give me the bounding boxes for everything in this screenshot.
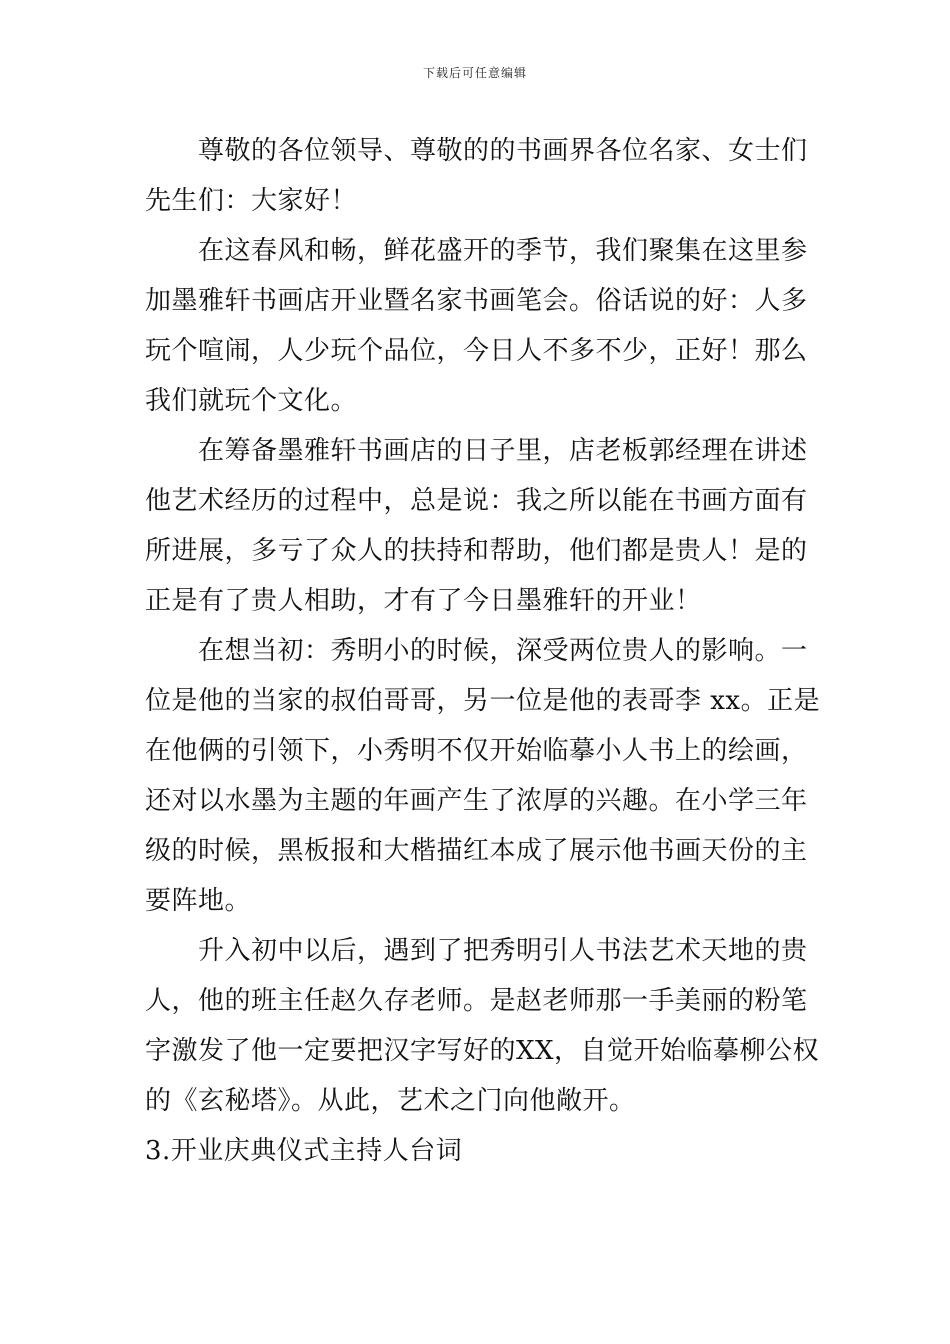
text-line: 的《玄秘塔》。从此，艺术之门向他敞开。 [145, 1086, 636, 1116]
text-line: 尊敬的各位领导、尊敬的的书画界各位名家、女士们 [198, 136, 808, 166]
text-line: 玩个喧闹，人少玩个品位，今日人不多不少，正好！那么 [145, 336, 808, 366]
text-line: 位是他的当家的叔伯哥哥，另一位是他的表哥李 xx。正是 [145, 686, 821, 716]
text-line: 在筹备墨雅轩书画店的日子里，店老板郭经理在讲述 [198, 436, 808, 466]
text-line: 升入初中以后，遇到了把秀明引人书法艺术天地的贵 [198, 936, 808, 966]
text-line: 人，他的班主任赵久存老师。是赵老师那一手美丽的粉笔 [145, 986, 808, 1016]
text-line: 他艺术经历的过程中，总是说：我之所以能在书画方面有 [145, 486, 808, 516]
text-line: 要阵地。 [145, 886, 252, 916]
text-line: 先生们：大家好！ [145, 186, 358, 216]
text-line: 我们就玩个文化。 [145, 386, 358, 416]
text-line: 正是有了贵人相助，才有了今日墨雅轩的开业！ [145, 586, 702, 616]
text-line: 还对以水墨为主题的年画产生了浓厚的兴趣。在小学三年 [145, 786, 808, 816]
text-line: 在这春风和畅，鲜花盛开的季节，我们聚集在这里参 [198, 236, 808, 266]
text-line: 字激发了他一定要把汉字写好的XX，自觉开始临摹柳公权 [145, 1036, 820, 1066]
page-header: 下载后可任意编辑 [422, 66, 527, 80]
document-body [145, 126, 821, 1176]
text-line: 在他俩的引领下，小秀明不仅开始临摹小人书上的绘画， [145, 736, 808, 766]
text-line: 在想当初：秀明小的时候，深受两位贵人的影响。一 [198, 636, 808, 666]
section-heading: 3.开业庆典仪式主持人台词 [145, 1136, 463, 1166]
text-line: 级的时候，黑板报和大楷描红本成了展示他书画天份的主 [145, 836, 808, 866]
text-line: 加墨雅轩书画店开业暨名家书画笔会。俗话说的好：人多 [145, 286, 808, 316]
text-line: 所进展，多亏了众人的扶持和帮助，他们都是贵人！是的 [145, 536, 808, 566]
